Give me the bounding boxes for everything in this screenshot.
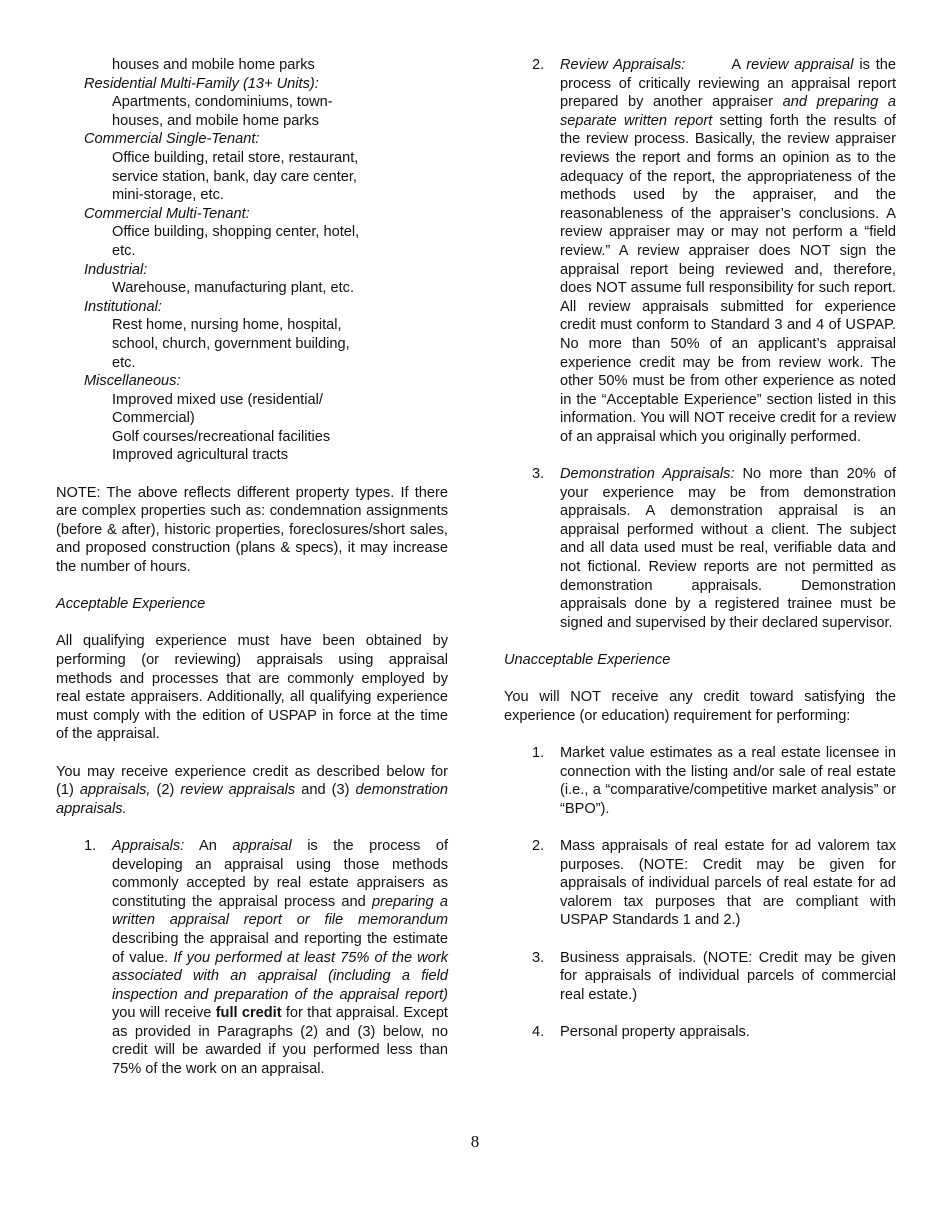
property-item: houses and mobile home parks bbox=[112, 57, 315, 73]
page-number: 8 bbox=[470, 1132, 480, 1151]
property-category: Commercial Single-Tenant: bbox=[84, 131, 260, 148]
list-number: 4. bbox=[532, 1023, 545, 1040]
property-item: houses, and mobile home parks bbox=[112, 112, 319, 129]
property-item: Rest home, nursing home, hospital, bbox=[112, 317, 342, 334]
unacceptable-experience-heading: Unacceptable Experience bbox=[504, 652, 671, 668]
unacceptable-experience-intro: You will NOT receive any credit toward satisfying the experience (or education) requirement for performing: bbox=[504, 689, 896, 724]
list-number: 2. bbox=[532, 57, 545, 73]
unacceptable-list-item: 1. Market value estimates as a real estate licensee in connection with the listing and/or sale of real estate (i.e., a “comparative/competitive market analysis” or “BPO”). bbox=[532, 744, 896, 817]
unacceptable-list-item: 2. Mass appraisals of real estate for ad valorem tax purposes. (NOTE: Credit may be given for appraisals of individual parcels of real estate for ad valorem tax purposes that are compliant with USPAP Standards 1 and 2.) bbox=[532, 837, 896, 929]
list-number: 1. bbox=[84, 837, 97, 854]
property-category: Commercial Multi-Tenant: bbox=[84, 205, 250, 222]
list-number: 2. bbox=[532, 837, 545, 854]
property-item: Improved agricultural tracts bbox=[112, 447, 289, 464]
property-item: Office building, shopping center, hotel, bbox=[112, 224, 360, 241]
list-number: 3. bbox=[532, 949, 545, 966]
list-number: 3. bbox=[532, 466, 545, 483]
property-item: Apartments, condominiums, town- bbox=[112, 94, 333, 111]
property-item: Improved mixed use (residential/ bbox=[112, 391, 323, 408]
acceptable-experience-heading: Acceptable Experience bbox=[56, 596, 206, 613]
review-appraisals-list-item: 2. Review Appraisals: A review appraisal is the process of critically reviewing an appraisal report prepared by another appraiser and preparing a separate written report setting forth the results of the review process. Basically, the review appraiser reviews the report and forms an opinion as to the adequacy of the report, the appropriateness of the methods used by the appraiser, and the reasonableness of the appraiser’s conclusions. A review appraiser may or may not perform a “field review.” A review appraiser does NOT sign the appraisal report being reviewed and, therefore, does NOT assume full responsibility for such report. All review appraisals submitted for experience credit must conform to Standard 3 and 4 of USPAP. No more than 50% of an applicant’s appraisal experience credit may be from review work. The other 50% must be from other experience as noted in the “Acceptable Experience” section listed in this information. You will NOT receive credit for a review of an appraisal which you originally performed. bbox=[532, 57, 897, 445]
unacceptable-list-item: 4. Personal property appraisals. bbox=[532, 1023, 750, 1040]
property-type-list bbox=[56, 56, 448, 465]
property-item: Office building, retail store, restaurant, bbox=[112, 149, 359, 166]
property-item: etc. bbox=[112, 242, 136, 259]
property-category: Residential Multi-Family (13+ Units): bbox=[84, 75, 319, 92]
acceptable-experience-paragraph: All qualifying experience must have been obtained by performing (or reviewing) appraisals using appraisal methods and processes that are commonly employed by real estate appraisers. Additionally, all qualifying experience must comply with the edition of USPAP in force at the time of the appraisal. bbox=[56, 633, 448, 743]
property-item: Golf courses/recreational facilities bbox=[112, 428, 331, 445]
property-item: Warehouse, manufacturing plant, etc. bbox=[112, 280, 355, 297]
right-column bbox=[504, 56, 896, 1041]
property-item: etc. bbox=[112, 354, 136, 371]
property-item: mini-storage, etc. bbox=[112, 187, 224, 204]
demonstration-appraisals-list-item: 3. Demonstration Appraisals: No more than 20% of your experience may be from demonstration appraisals. A demonstration appraisal is an appraisal performed without a client. The subject and all data used must be real, verifiable data and not fictional. Review reports are not permitted as demonstration appraisals. Demonstration appraisals done by a registered trainee must be signed and supervised by their declared supervisor. bbox=[532, 466, 896, 631]
property-item: school, church, government building, bbox=[112, 335, 350, 352]
property-category: Industrial: bbox=[84, 261, 148, 278]
experience-credit-intro: You may receive experience credit as described below for (1) appraisals, (2) review appraisals and (3) demonstration appraisals. bbox=[56, 763, 448, 817]
property-category: Miscellaneous: bbox=[84, 373, 181, 390]
property-category: Institutional: bbox=[84, 298, 162, 315]
property-item: service station, bank, day care center, bbox=[112, 168, 357, 185]
appraisals-list-item: 1. Appraisals: An appraisal is the process of developing an appraisal using those methods commonly accepted by real estate appraisers as constituting the appraisal process and preparing a written appraisal report or file memorandum describing the appraisal and reporting the estimate of value. If you performed at least 75% of the work associated with an appraisal (including a field inspection and preparation of the appraisal report) you will receive full credit for that appraisal. Except as provided in Paragraphs (2) and (3) below, no credit will be awarded if you performed less than 75% of the work on an appraisal. bbox=[84, 837, 448, 1078]
left-column bbox=[56, 56, 448, 1079]
property-item: Commercial) bbox=[112, 410, 195, 427]
unacceptable-list-item: 3. Business appraisals. (NOTE: Credit may be given for appraisals of individual parcels of commercial real estate.) bbox=[532, 949, 896, 1003]
list-number: 1. bbox=[532, 744, 545, 761]
note-paragraph: NOTE: The above reflects different property types. If there are complex properties such as: condemnation assignments (before & after), historic properties, foreclosures/short sales, and proposed construction (plans & specs), it may increase the number of hours. bbox=[56, 484, 448, 576]
